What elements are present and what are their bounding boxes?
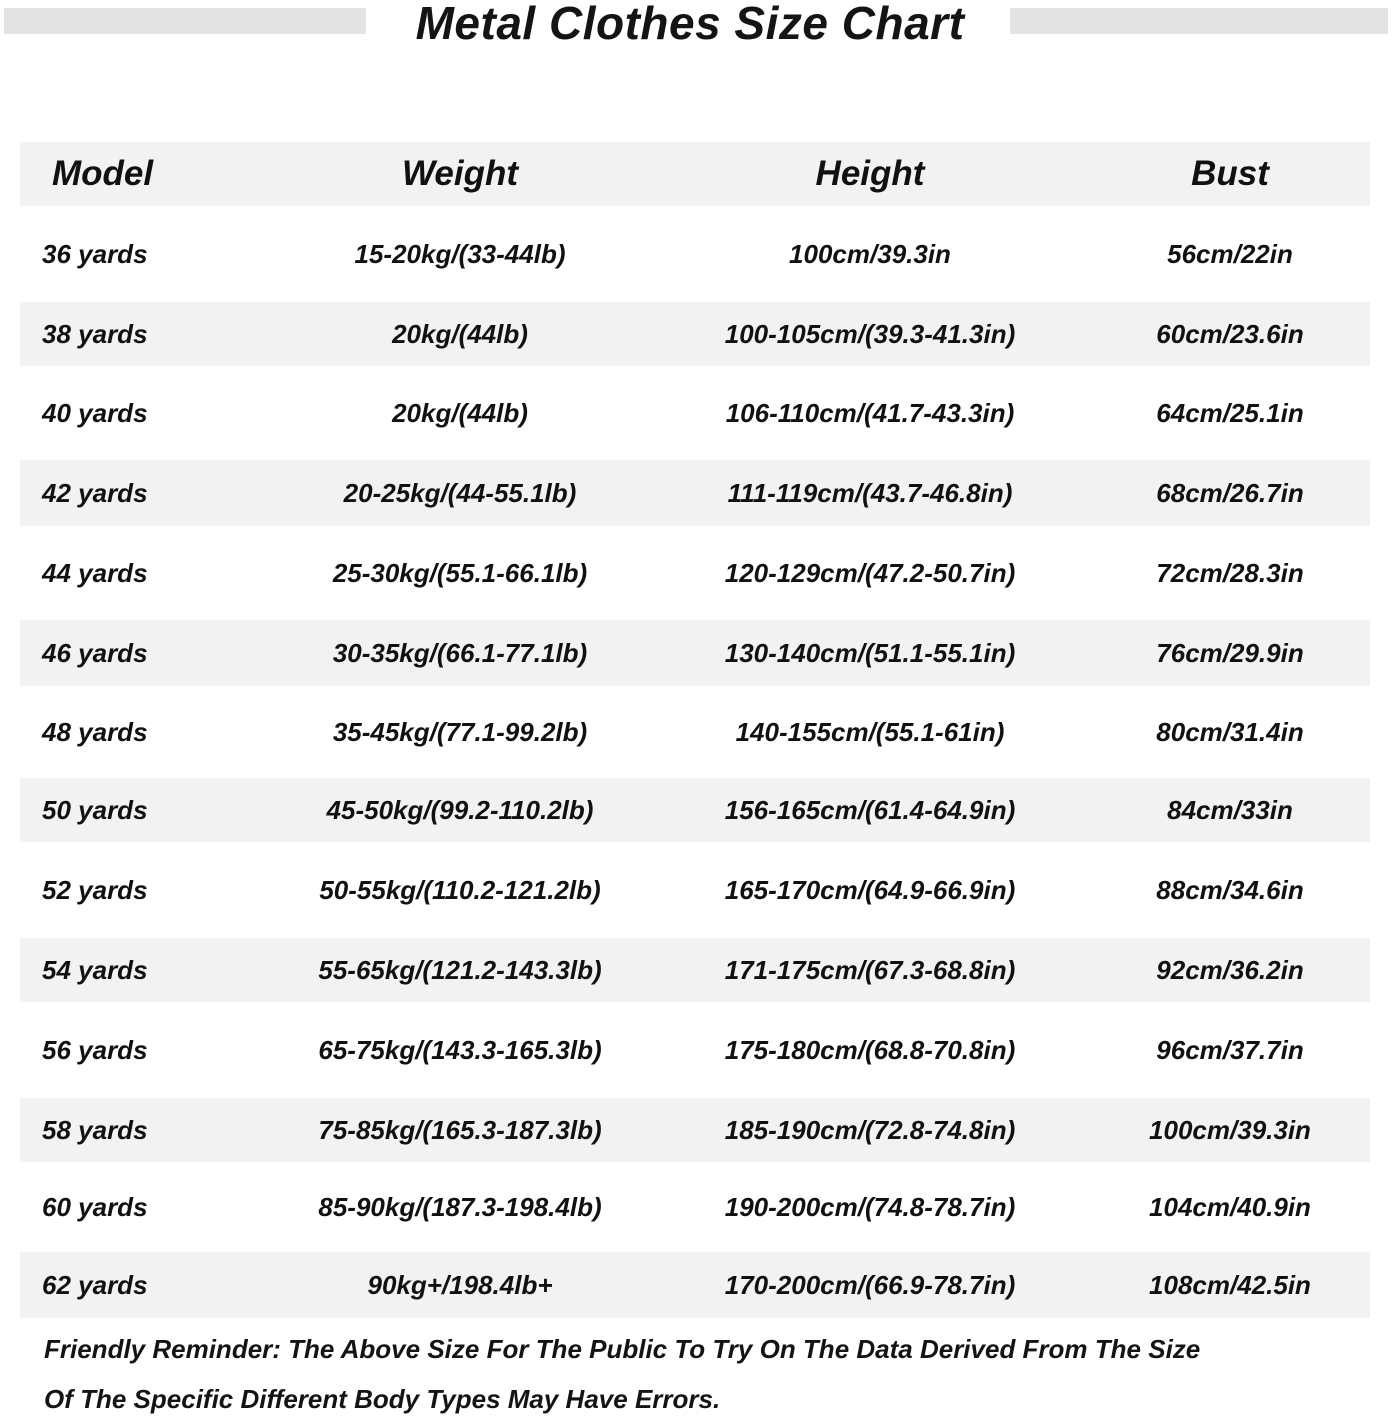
friendly-reminder xyxy=(44,1324,1364,1424)
cell-model: 52 yards xyxy=(42,874,148,905)
cell-bust: 108cm/42.5in xyxy=(1149,1269,1311,1300)
cell-weight: 65-75kg/(143.3-165.3lb) xyxy=(318,1034,602,1065)
header-height: Height xyxy=(815,154,925,193)
cell-bust: 80cm/31.4in xyxy=(1156,716,1304,747)
cell-bust: 56cm/22in xyxy=(1167,238,1293,269)
cell-model: 42 yards xyxy=(42,477,148,508)
cell-height: 171-175cm/(67.3-68.8in) xyxy=(724,954,1016,985)
cell-model: 60 yards xyxy=(42,1191,148,1222)
cell-model: 46 yards xyxy=(42,637,148,668)
cell-height: 175-180cm/(68.8-70.8in) xyxy=(724,1034,1016,1065)
cell-height: 190-200cm/(74.8-78.7in) xyxy=(724,1191,1016,1222)
cell-model: 58 yards xyxy=(42,1114,148,1145)
cell-model: 48 yards xyxy=(42,716,148,747)
header-bust: Bust xyxy=(1191,154,1269,193)
cell-model: 38 yards xyxy=(42,318,148,349)
title-bar xyxy=(0,0,1392,60)
cell-model: 50 yards xyxy=(42,794,148,825)
table-row xyxy=(20,842,1370,938)
table-row xyxy=(20,366,1370,460)
cell-weight: 35-45kg/(77.1-99.2lb) xyxy=(332,716,588,747)
table-row xyxy=(20,1002,1370,1098)
cell-height: 100cm/39.3in xyxy=(789,238,951,269)
cell-bust: 64cm/25.1in xyxy=(1156,397,1304,428)
header-weight: Weight xyxy=(401,154,518,193)
cell-bust: 96cm/37.7in xyxy=(1156,1034,1304,1065)
cell-bust: 72cm/28.3in xyxy=(1156,557,1304,588)
table-row xyxy=(20,302,1370,366)
cell-height: 120-129cm/(47.2-50.7in) xyxy=(724,557,1016,588)
cell-model: 56 yards xyxy=(42,1034,148,1065)
title-rule-left xyxy=(4,8,366,34)
cell-bust: 100cm/39.3in xyxy=(1149,1114,1311,1145)
cell-bust: 104cm/40.9in xyxy=(1149,1191,1311,1222)
cell-weight: 20kg/(44lb) xyxy=(392,318,528,349)
cell-bust: 84cm/33in xyxy=(1167,794,1293,825)
cell-height: 170-200cm/(66.9-78.7in) xyxy=(724,1269,1016,1300)
cell-height: 111-119cm/(43.7-46.8in) xyxy=(727,477,1013,508)
cell-weight: 50-55kg/(110.2-121.2lb) xyxy=(319,874,601,905)
title-rule-right xyxy=(1010,8,1388,34)
cell-model: 54 yards xyxy=(42,954,148,985)
cell-height: 140-155cm/(55.1-61in) xyxy=(735,716,1005,747)
header-model: Model xyxy=(52,154,154,193)
cell-weight: 75-85kg/(165.3-187.3lb) xyxy=(318,1114,602,1145)
cell-height: 106-110cm/(41.7-43.3in) xyxy=(725,397,1015,428)
cell-weight: 25-30kg/(55.1-66.1lb) xyxy=(332,557,588,588)
size-table xyxy=(20,142,1370,1318)
cell-bust: 88cm/34.6in xyxy=(1156,874,1304,905)
cell-bust: 60cm/23.6in xyxy=(1156,318,1304,349)
cell-weight: 90kg+/198.4lb+ xyxy=(367,1269,553,1300)
cell-weight: 85-90kg/(187.3-198.4lb) xyxy=(318,1191,602,1222)
table-row xyxy=(20,620,1370,686)
cell-height: 165-170cm/(64.9-66.9in) xyxy=(724,874,1016,905)
table-row xyxy=(20,460,1370,526)
table-row xyxy=(20,686,1370,778)
cell-weight: 20-25kg/(44-55.1lb) xyxy=(343,477,577,508)
cell-model: 40 yards xyxy=(42,397,148,428)
page-title: Metal Clothes Size Chart xyxy=(415,0,965,49)
cell-height: 185-190cm/(72.8-74.8in) xyxy=(724,1114,1016,1145)
table-row xyxy=(20,1098,1370,1162)
table-row xyxy=(20,1162,1370,1252)
cell-height: 156-165cm/(61.4-64.9in) xyxy=(724,794,1016,825)
cell-model: 36 yards xyxy=(42,238,148,269)
table-row xyxy=(20,938,1370,1002)
cell-height: 130-140cm/(51.1-55.1in) xyxy=(724,637,1016,668)
table-header xyxy=(20,142,1370,206)
cell-model: 62 yards xyxy=(42,1269,148,1300)
cell-weight: 55-65kg/(121.2-143.3lb) xyxy=(318,954,602,985)
table-row xyxy=(20,206,1370,302)
cell-weight: 20kg/(44lb) xyxy=(392,397,528,428)
reminder-line-2: Of The Specific Different Body Types May Have Errors. xyxy=(44,1384,721,1414)
cell-bust: 76cm/29.9in xyxy=(1156,637,1304,668)
cell-model: 44 yards xyxy=(42,557,148,588)
table-row xyxy=(20,778,1370,842)
cell-weight: 30-35kg/(66.1-77.1lb) xyxy=(332,637,588,668)
table-row xyxy=(20,1252,1370,1318)
cell-height: 100-105cm/(39.3-41.3in) xyxy=(724,318,1016,349)
cell-weight: 15-20kg/(33-44lb) xyxy=(354,238,566,269)
cell-bust: 92cm/36.2in xyxy=(1156,954,1304,985)
reminder-line-1: Friendly Reminder: The Above Size For The Public To Try On The Data Derived From The Size xyxy=(44,1334,1201,1364)
cell-bust: 68cm/26.7in xyxy=(1156,477,1304,508)
table-row xyxy=(20,526,1370,620)
cell-weight: 45-50kg/(99.2-110.2lb) xyxy=(326,794,594,825)
